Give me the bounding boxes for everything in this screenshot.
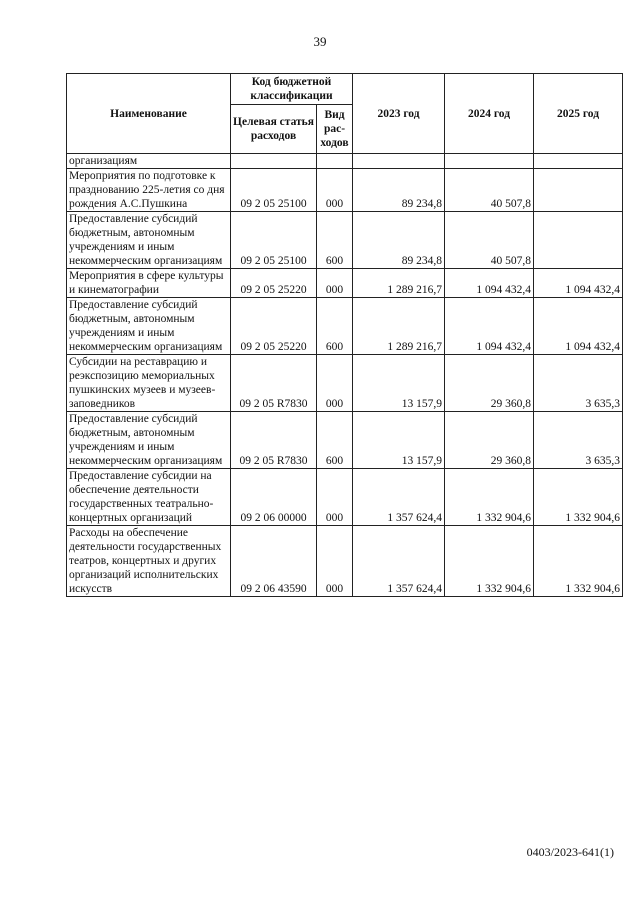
row-expense-type: 000: [317, 355, 353, 412]
row-value-2023: 1 357 624,4: [353, 469, 445, 526]
row-target-code: 09 2 05 25100: [231, 169, 317, 212]
continuation-row: [67, 154, 623, 169]
page-number: 39: [313, 34, 327, 49]
row-expense-type: 000: [317, 469, 353, 526]
row-name: Предоставление субсидий бюджетным, автономным учреждениям и иным некоммерческим организациям: [67, 212, 231, 269]
row-name: Предоставление субсидий бюджетным, автономным учреждениям и иным некоммерческим организациям: [67, 412, 231, 469]
row-value-2023: 1 289 216,7: [353, 269, 445, 298]
row-value-2024: 1 332 904,6: [445, 526, 534, 597]
row-value-2024: 29 360,8: [445, 412, 534, 469]
row-target-code: 09 2 05 R7830: [231, 412, 317, 469]
row-value-2025: 1 332 904,6: [534, 469, 623, 526]
row-name: Мероприятия в сфере культуры и кинематографии: [67, 269, 231, 298]
row-expense-type: 000: [317, 169, 353, 212]
header-expense-type: Вид рас-ходов: [317, 105, 353, 154]
row-value-2023: 1 357 624,4: [353, 526, 445, 597]
table-row: [67, 526, 623, 597]
row-value-2025: [534, 212, 623, 269]
row-value-2025: 3 635,3: [534, 412, 623, 469]
row-value-2023: 13 157,9: [353, 355, 445, 412]
row-value-2024: 1 332 904,6: [445, 469, 534, 526]
row-target-code: 09 2 05 25100: [231, 212, 317, 269]
row-name: Предоставление субсидий бюджетным, автономным учреждениям и иным некоммерческим организациям: [67, 298, 231, 355]
table-row: [67, 469, 623, 526]
header-name: Наименование: [67, 74, 231, 154]
table-row: [67, 269, 623, 298]
budget-table: [66, 73, 623, 597]
row-value-2025: 1 094 432,4: [534, 298, 623, 355]
row-expense-type: 600: [317, 412, 353, 469]
row-value-2025: [534, 169, 623, 212]
row-value-2024: 40 507,8: [445, 212, 534, 269]
row-target-code: 09 2 05 25220: [231, 298, 317, 355]
row-target-code: 09 2 06 43590: [231, 526, 317, 597]
header-2023: 2023 год: [353, 74, 445, 154]
document-code: 0403/2023-641(1): [526, 845, 614, 859]
continuation-text: организациям: [67, 154, 231, 169]
row-name: Субсидии на реставрацию и реэкспозицию мемориальных пушкинских музеев и музеев-заповедников: [67, 355, 231, 412]
row-value-2025: 3 635,3: [534, 355, 623, 412]
row-target-code: 09 2 05 25220: [231, 269, 317, 298]
header-kbk: Код бюджетной классификации: [231, 74, 353, 105]
row-value-2023: 1 289 216,7: [353, 298, 445, 355]
row-name: Расходы на обеспечение деятельности государственных театров, концертных и других организаций исполнительских искусств: [67, 526, 231, 597]
header-target-article: Целевая статья расходов: [231, 105, 317, 154]
table-row: [67, 212, 623, 269]
row-expense-type: 000: [317, 526, 353, 597]
table-row: [67, 412, 623, 469]
table-row: [67, 298, 623, 355]
row-value-2024: 1 094 432,4: [445, 269, 534, 298]
row-expense-type: 600: [317, 212, 353, 269]
row-value-2025: 1 332 904,6: [534, 526, 623, 597]
row-value-2024: 40 507,8: [445, 169, 534, 212]
row-value-2025: 1 094 432,4: [534, 269, 623, 298]
header-2025: 2025 год: [534, 74, 623, 154]
row-value-2023: 89 234,8: [353, 212, 445, 269]
row-target-code: 09 2 06 00000: [231, 469, 317, 526]
row-expense-type: 600: [317, 298, 353, 355]
row-name: Мероприятия по подготовке к празднованию 225-летия со дня рождения А.С.Пушкина: [67, 169, 231, 212]
row-value-2024: 1 094 432,4: [445, 298, 534, 355]
row-value-2023: 13 157,9: [353, 412, 445, 469]
header-2024: 2024 год: [445, 74, 534, 154]
row-name: Предоставление субсидии на обеспечение деятельности государственных театрально-концертных организаций: [67, 469, 231, 526]
row-value-2024: 29 360,8: [445, 355, 534, 412]
row-expense-type: 000: [317, 269, 353, 298]
row-value-2023: 89 234,8: [353, 169, 445, 212]
table-row: [67, 169, 623, 212]
row-target-code: 09 2 05 R7830: [231, 355, 317, 412]
table-row: [67, 355, 623, 412]
